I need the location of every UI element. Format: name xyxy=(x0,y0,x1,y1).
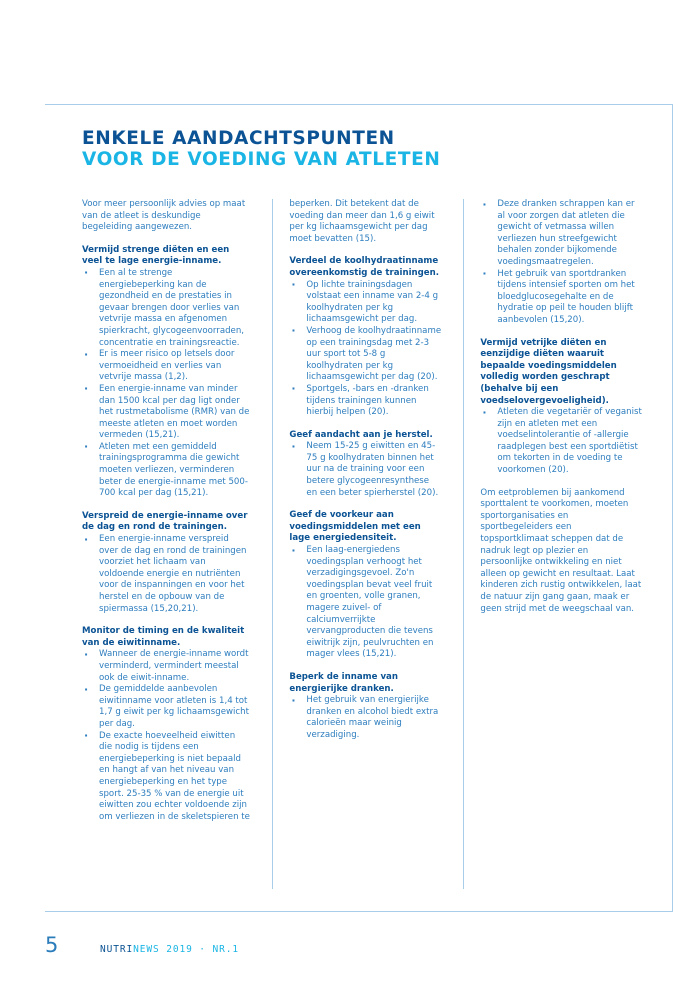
list-item: · Verhoog de koolhydraatinname op een trainingsdag met 2-3 uur sport tot 5-8 g koolhydraten per kg lichaamsgewicht per dag (20). xyxy=(289,326,441,384)
list-item: · De gemiddelde aanbevolen eiwitinname voor atleten is 1,4 tot 1,7 g eiwit per kg lichaamsgewicht per dag. xyxy=(82,684,250,730)
list-item: · De exacte hoeveelheid eiwitten die nodig is tijdens een energiebeperking is niet bepaald en hangt af van het niveau van energiebeperking en het type sport. 25-35 % van de energie uit eiwitten zou echter voldoende zijn om verliezen in de skeletspieren te xyxy=(82,731,250,824)
col2-section4-heading: Beperk de inname van energierijke dranken. xyxy=(289,671,398,694)
list-item: · Neem 15-25 g eiwitten en 45-75 g koolhydraten binnen het uur na de training voor een betere glycogeenresynthese en een beter spierherstel (20). xyxy=(289,441,441,499)
col2-section2-heading: Geef aandacht aan je herstel. xyxy=(289,429,433,440)
footer-brand-dark: NUTRI xyxy=(100,944,134,955)
page-footer xyxy=(45,935,673,956)
col1-section3-list xyxy=(82,649,250,823)
col3-closing-paragraph: Om eetproblemen bij aankomend sporttalent te voorkomen, moeten sportorganisaties en sportbegeleiders een topsportklimaat scheppen dat de nadruk legt op plezier en persoonlijke ontwikkeling en niet alleen op gewicht en resultaat. Laat kinderen zich rustig ontwikkelen, laat de natuur zijn gang gaan, maak er geen strijd met de weegschaal van. xyxy=(480,487,642,614)
list-item: · Atleten met een gemiddeld trainingsprogramma die gewicht moeten verliezen, verminderen beter de energie-inname met 500-700 kcal per dag (15,21). xyxy=(82,442,250,500)
col1-section2-heading: Verspreid de energie-inname over de dag en rond de trainingen. xyxy=(82,510,248,533)
bottom-divider-rule xyxy=(45,911,673,912)
footer-brand xyxy=(100,944,239,955)
col2-section1-list xyxy=(289,280,441,419)
list-item: · Er is meer risico op letsels door vermoeidheid en verlies van vetvrije massa (1,2). xyxy=(82,349,250,384)
col3-top-list xyxy=(480,199,642,327)
list-item: · Atleten die vegetariër of veganist zijn en atleten met een voedselintolerantie of -allergie raadplegen best een sportdiëtist om tekorten in de voeding te voorkomen (20). xyxy=(480,407,642,477)
list-item: · Deze dranken schrappen kan er al voor zorgen dat atleten die gewicht of vetmassa willen verliezen hun streefgewicht behalen zonder bijkomende voedingsmaatregelen. xyxy=(480,199,642,269)
list-item: · Een energie-inname van minder dan 1500 kcal per dag ligt onder het rustmetabolisme (RMR) van de meeste atleten en moet worden vermeden (15,21). xyxy=(82,384,250,442)
col1-section3-heading: Monitor de timing en de kwaliteit van de eiwitinname. xyxy=(82,626,245,648)
list-item: · Een laag-energiedens voedingsplan verhoogt het verzadigingsgevoel. Zo'n voedingsplan bevat veel fruit en groenten, volle granen, magere zuivel- of calciumverrijkte vervangproducten die tevens eiwitrijk zijn, peulvruchten en mager vlees (15,21). xyxy=(289,545,441,661)
list-item: · Het gebruik van energierijke dranken en alcohol biedt extra calorieën maar weinig verzadiging. xyxy=(289,695,441,741)
col2-section3-list xyxy=(289,545,441,661)
col2-continuation-paragraph: beperken. Dit betekent dat de voeding dan meer dan 1,6 g eiwit per kg lichaamsgewicht per dag moet bevatten (15). xyxy=(289,199,435,244)
article-columns xyxy=(82,199,642,889)
list-item: · Sportgels, -bars en -dranken tijdens trainingen kunnen hierbij helpen (20). xyxy=(289,384,441,419)
col2-section2-list xyxy=(289,441,441,499)
col3-section1-list xyxy=(480,407,642,477)
list-item: · Het gebruik van sportdranken tijdens intensief sporten om het bloedglucosegehalte en de hydratie op peil te houden blijft aanbevolen (15,20). xyxy=(480,269,642,327)
page-title-line2: VOOR DE VOEDING VAN ATLETEN xyxy=(82,149,441,170)
right-border-rule xyxy=(672,104,673,912)
col3-section1-heading: Vermijd vetrijke diëten en eenzijdige diëten waaruit bepaalde voedingsmiddelen volledig worden geschrapt (behalve bij een voedselovergevoeligheid). xyxy=(480,337,617,406)
top-divider-rule xyxy=(45,104,673,105)
list-item: · Wanneer de energie-inname wordt verminderd, vermindert meestal ook de eiwit-inname. xyxy=(82,649,250,684)
list-item: · Een energie-inname verspreid over de dag en rond de trainingen voorziet het lichaam van voldoende energie en nutriënten voor de inspanningen en voor het herstel en de opbouw van de spiermassa (15,20,21). xyxy=(82,534,250,615)
page-title-line1: ENKELE AANDACHTSPUNTEN xyxy=(82,128,395,149)
col1-section2-list xyxy=(82,534,250,615)
list-item: · Op lichte trainingsdagen volstaat een inname van 2-4 g koolhydraten per kg lichaamsgewicht per dag. xyxy=(289,280,441,326)
list-item: · Een al te strenge energiebeperking kan de gezondheid en de prestaties in gevaar brengen door verlies van vetvrije massa en afgenomen spierkracht, glycogeenvoorraden, concentratie en trainingsreactie. xyxy=(82,268,250,349)
col2-section4-list xyxy=(289,695,441,741)
page-title xyxy=(82,128,642,170)
col1-section1-list xyxy=(82,268,250,500)
intro-paragraph: Voor meer persoonlijk advies op maat van de atleet is deskundige begeleiding aangewezen. xyxy=(82,199,246,233)
article-column-2 xyxy=(272,199,463,889)
col2-section3-heading: Geef de voorkeur aan voedingsmiddelen met een lage energiedensiteit. xyxy=(289,510,421,544)
article-column-3 xyxy=(463,199,642,889)
col1-section1-heading: Vermijd strenge diëten en een veel te lage energie-inname. xyxy=(82,244,230,267)
page-number: 5 xyxy=(45,933,59,957)
footer-brand-light: NEWS 2019 · NR.1 xyxy=(133,944,240,955)
col2-section1-heading: Verdeel de koolhydraatinname overeenkomstig de trainingen. xyxy=(289,256,440,278)
article-column-1 xyxy=(82,199,272,889)
